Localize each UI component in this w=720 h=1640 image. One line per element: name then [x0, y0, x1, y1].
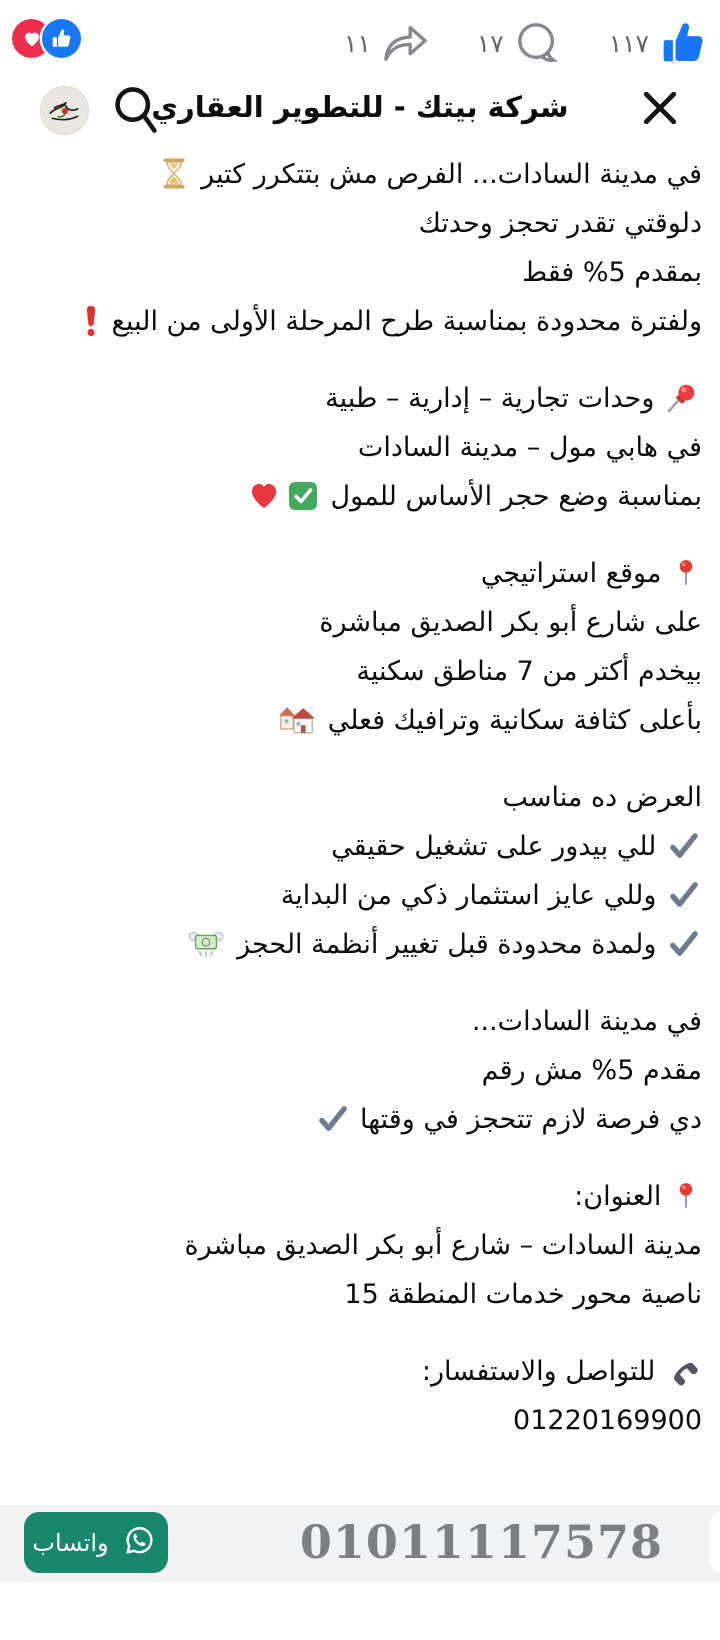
post-line: دلوقتي تقدر تحجز وحدتك — [418, 208, 702, 239]
whatsapp-icon — [122, 1523, 157, 1558]
round-pushpin-icon — [673, 555, 699, 590]
hourglass-icon — [159, 157, 189, 190]
comment-icon[interactable] — [515, 21, 561, 65]
phone-number[interactable]: 01011117578 — [299, 1515, 663, 1569]
post-line: العرض ده مناسب — [502, 782, 702, 813]
partial-side-button[interactable] — [710, 1512, 720, 1573]
post-line: بيخدم أكتر من 7 مناطق سكنية — [356, 656, 702, 687]
comment-stat[interactable] — [477, 21, 561, 65]
post-body — [14, 150, 702, 1473]
post-line: في مدينة السادات... الفرص مش بتتكرر كتير — [14, 150, 702, 199]
post-line: وللي عايز استثمار ذكي من البداية — [14, 871, 702, 920]
post-line: دي فرصة لازم تتحجز في وقتها — [14, 1095, 702, 1144]
post-paragraph — [14, 1347, 702, 1445]
heavy-check-icon — [668, 879, 699, 910]
avatar[interactable] — [40, 86, 89, 135]
reactions-summary[interactable] — [12, 18, 84, 60]
like-stat[interactable] — [609, 20, 706, 66]
heavy-check-icon — [317, 1103, 348, 1134]
whatsapp-button[interactable] — [24, 1512, 168, 1573]
check-green-icon — [287, 480, 319, 512]
close-button[interactable] — [642, 90, 680, 128]
post-paragraph — [14, 150, 702, 346]
post-line: للتواصل والاستفسار: — [14, 1347, 702, 1396]
post-line: في هابي مول – مدينة السادات — [357, 432, 702, 463]
like-thumb-icon[interactable] — [660, 20, 706, 66]
post-line: بأعلى كثافة سكانية وترافيك فعلي — [14, 696, 702, 745]
post-line: في مدينة السادات... — [471, 1006, 702, 1037]
post-paragraph — [14, 374, 702, 521]
post-line: وحدات تجارية – إدارية – طبية — [14, 374, 702, 423]
post-line: ولمدة محدودة قبل تغيير أنظمة الحجز — [14, 920, 702, 969]
post-paragraph — [14, 1172, 702, 1319]
share-count: ١١ — [343, 28, 371, 58]
heavy-check-icon — [668, 830, 699, 861]
post-line: العنوان: — [14, 1172, 702, 1221]
post-line: مدينة السادات – شارع أبو بكر الصديق مباشرة — [184, 1230, 702, 1261]
share-stat[interactable] — [344, 23, 429, 64]
post-line: للي بيدور على تشغيل حقيقي — [14, 822, 702, 871]
page-title: شركة بيتك - للتطوير العقاري — [151, 90, 569, 124]
comment-count: ١٧ — [476, 28, 504, 58]
post-line: بمقدم 5% فقط — [522, 257, 702, 288]
post-line: 01220169900 — [513, 1405, 702, 1436]
post-paragraph — [14, 549, 702, 745]
post-paragraph — [14, 997, 702, 1144]
red-heart-icon — [247, 480, 281, 512]
company-logo-icon — [44, 90, 86, 132]
money-wings-icon — [187, 929, 225, 959]
exclamation-icon — [82, 304, 100, 337]
whatsapp-button-label: واتساب — [32, 1528, 109, 1557]
post-line: بمناسبة وضع حجر الأساس للمول — [14, 472, 702, 521]
post-line: ولفترة محدودة بمناسبة طرح المرحلة الأولى من البيع — [14, 297, 702, 346]
post-paragraph — [14, 773, 702, 969]
post-line: مقدم 5% مش رقم — [481, 1055, 702, 1086]
post-line: موقع استراتيجي — [14, 549, 702, 598]
post-line: على شارع أبو بكر الصديق مباشرة — [319, 607, 702, 638]
like-count: ١١٧ — [608, 28, 649, 58]
reaction-like-icon[interactable] — [42, 19, 81, 58]
pushpin-icon — [666, 381, 699, 414]
phone-receiver-icon — [667, 1355, 699, 1387]
round-pushpin-icon — [673, 1178, 699, 1213]
close-icon — [642, 90, 678, 126]
post-line: ناصية محور خدمات المنطقة 15 — [344, 1279, 702, 1310]
post-stats-bar — [296, 20, 706, 66]
heavy-check-icon — [668, 928, 699, 959]
houses-icon — [278, 703, 316, 736]
share-icon[interactable] — [382, 23, 429, 64]
